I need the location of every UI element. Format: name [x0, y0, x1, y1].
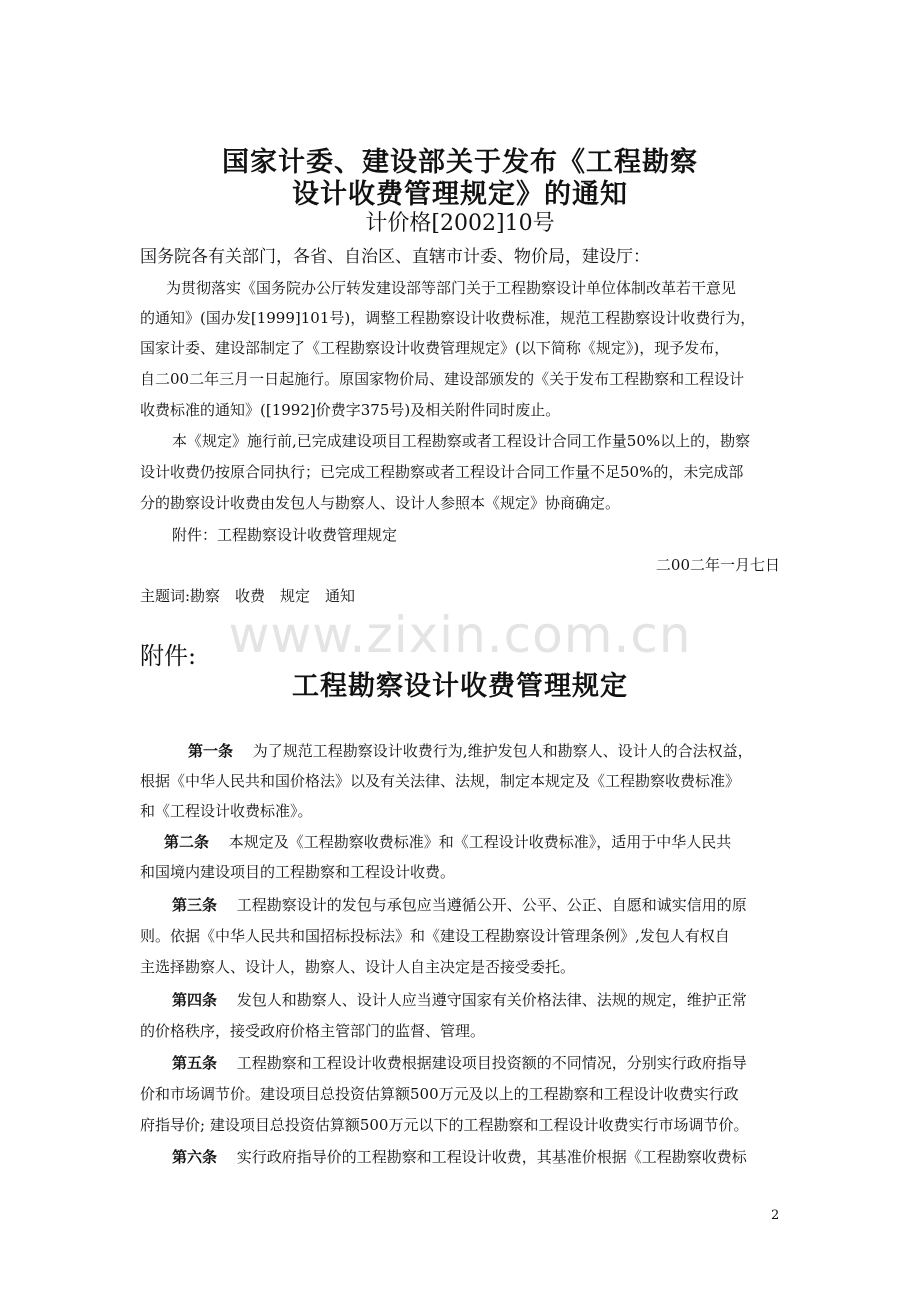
- article-3-line: 主选择勘察人、设计人，勘察人、设计人自主决定是否接受委托。: [140, 958, 576, 976]
- attachment-label: 附件:: [140, 642, 197, 670]
- paragraph-1-line: 自二00二年三月一日起施行。原国家物价局、建设部颁发的《关于发布工程勘察和工程设计: [140, 370, 745, 388]
- article-4-first-line: [172, 989, 817, 1010]
- article-label: 第一条: [188, 742, 234, 760]
- article-1-first-line: [188, 740, 833, 761]
- document-number: 计价格[2002]10号: [365, 211, 555, 236]
- paragraph-2-line: 本《规定》施行前,已完成建设项目工程勘察或者工程设计合同工作量50%以上的，勘察: [172, 432, 751, 450]
- issue-date: 二00二年一月七日: [655, 556, 780, 574]
- paragraph-1-line: 国家计委、建设部制定了《工程勘察设计收费管理规定》(以下简称《规定》)，现予发布，: [140, 339, 730, 357]
- article-text: 发包人和勘察人、设计人应当遵守国家有关价格法律、法规的规定，维护正常: [236, 991, 747, 1009]
- article-5-line: 价和市场调节价。建设项目总投资估算额500万元及以上的工程勘察和工程设计收费实行政: [140, 1085, 739, 1103]
- article-label: 第四条: [172, 991, 218, 1009]
- article-2-first-line: [164, 831, 809, 852]
- article-label: 第五条: [172, 1054, 218, 1072]
- article-1-line: 和《工程设计收费标准》。: [140, 802, 313, 820]
- page-number: 2: [771, 1208, 780, 1223]
- paragraph-2-line: 设计收费仍按原合同执行；已完成工程勘察或者工程设计合同工作量不足50%的，未完成部: [140, 463, 744, 481]
- article-text: 实行政府指导价的工程勘察和工程设计收费，其基准价根据《工程勘察收费标: [236, 1148, 747, 1166]
- watermark: www.zixin.com.cn: [228, 606, 692, 664]
- article-text: 为了规范工程勘察设计收费行为,维护发包人和勘察人、设计人的合法权益，: [252, 742, 753, 760]
- article-text: 本规定及《工程勘察收费标准》和《工程设计收费标准》，适用于中华人民共: [228, 833, 732, 851]
- keywords: 主题词:勘察 收费 规定 通知: [140, 587, 356, 605]
- article-5-line: 府指导价; 建设项目总投资估算额500万元以下的工程勘察和工程设计收费实行市场调节价。: [140, 1116, 749, 1134]
- paragraph-1-line: 的通知》(国办发[1999]101号)，调整工程勘察设计收费标准，规范工程勘察设计收费行为，: [140, 309, 756, 327]
- article-3-first-line: [172, 894, 817, 915]
- article-label: 第六条: [172, 1148, 218, 1166]
- addressee: 国务院各有关部门，各省、自治区、直辖市计委、物价局，建设厅：: [140, 247, 650, 267]
- article-3-line: 则。依据《中华人民共和国招标投标法》和《建设工程勘察设计管理条例》,发包人有权自: [140, 927, 730, 945]
- notice-title-line-1: 国家计委、建设部关于发布《工程勘察: [222, 147, 698, 178]
- article-1-line: 根据《中华人民共和国价格法》以及有关法律、法规，制定本规定及《工程勘察收费标准》: [140, 772, 741, 790]
- article-6-first-line: [172, 1146, 817, 1167]
- paragraph-1-line: 为贯彻落实《国务院办公厅转发建设部等部门关于工程勘察设计单位体制改革若干意见: [166, 279, 737, 297]
- article-2-line: 和国境内建设项目的工程勘察和工程设计收费。: [140, 863, 456, 881]
- article-text: 工程勘察和工程设计收费根据建设项目投资额的不同情况，分别实行政府指导: [236, 1054, 747, 1072]
- article-4-line: 的价格秩序，接受政府价格主管部门的监督、管理。: [140, 1022, 486, 1040]
- article-text: 工程勘察设计的发包与承包应当遵循公开、公平、公正、自愿和诚实信用的原: [236, 896, 747, 914]
- article-5-first-line: [172, 1052, 817, 1073]
- paragraph-2-line: 分的勘察设计收费由发包人与勘察人、设计人参照本《规定》协商确定。: [140, 494, 621, 512]
- article-label: 第三条: [172, 896, 218, 914]
- notice-title-line-2: 设计收费管理规定》的通知: [292, 179, 628, 210]
- attachment-title: 工程勘察设计收费管理规定: [292, 671, 628, 702]
- paragraph-1-line: 收费标准的通知》([1992]价费字375号)及相关附件同时废止。: [140, 401, 561, 419]
- article-label: 第二条: [164, 833, 210, 851]
- attachment-note: 附件：工程勘察设计收费管理规定: [172, 526, 398, 544]
